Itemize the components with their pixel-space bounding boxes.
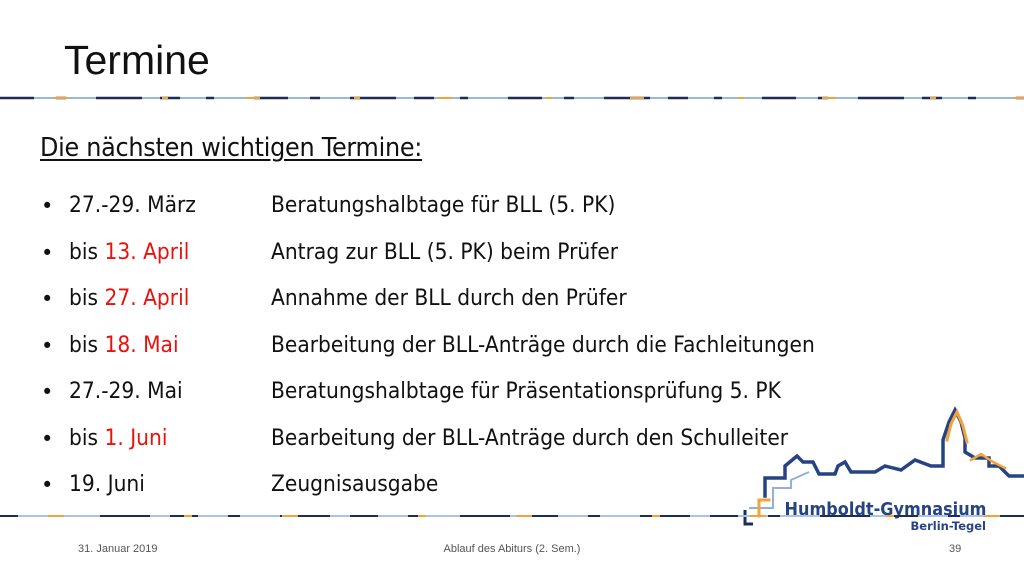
event-date — [69, 333, 179, 359]
event-date — [69, 286, 189, 312]
date-value: 19. Juni — [69, 472, 145, 497]
slide-title: Termine — [64, 37, 210, 83]
date-value: 13. April — [104, 239, 190, 265]
title-divider — [0, 93, 1024, 103]
event-description: Annahme der BLL durch den Prüfer — [271, 286, 627, 311]
event-description: Bearbeitung der BLL-Anträge durch den Schulleiter — [271, 425, 789, 451]
bullet-icon: • — [41, 473, 54, 497]
bullet-icon: • — [41, 287, 54, 311]
date-value: 27.-29. Mai — [69, 379, 183, 404]
event-date — [69, 472, 145, 498]
bullet-icon: • — [41, 333, 54, 358]
event-date — [69, 379, 183, 405]
event-date — [69, 240, 189, 266]
footer-date: 31. Januar 2019 — [78, 543, 158, 555]
date-value: 18. Mai — [104, 332, 179, 358]
date-value: 27.-29. März — [69, 193, 196, 218]
event-description: Beratungshalbtage für BLL (5. PK) — [271, 193, 616, 218]
logo-subtitle: Berlin-Tegel — [910, 519, 986, 533]
bullet-icon: • — [41, 240, 54, 265]
date-prefix: bis — [69, 425, 105, 451]
event-description: Antrag zur BLL (5. PK) beim Prüfer — [271, 239, 619, 265]
date-value: 1. Juni — [104, 425, 168, 451]
date-prefix: bis — [69, 286, 105, 311]
bullet-icon: • — [41, 426, 54, 451]
subheading: Die nächsten wichtigen Termine: — [40, 133, 423, 163]
event-description: Zeugnisausgabe — [271, 472, 439, 497]
footer-divider — [0, 513, 1024, 519]
page-number: 39 — [949, 543, 962, 555]
event-description: Beratungshalbtage für Präsentationsprüfung 5. PK — [271, 379, 781, 404]
bullet-icon: • — [41, 194, 54, 218]
date-value: 27. April — [104, 286, 190, 311]
footer-title: Ablauf des Abiturs (2. Sem.) — [443, 543, 581, 555]
event-date — [69, 193, 196, 219]
bullet-icon: • — [41, 380, 54, 404]
logo-name: Humboldt-Gymnasium — [784, 500, 986, 520]
event-description: Bearbeitung der BLL-Anträge durch die Fachleitungen — [271, 332, 815, 358]
event-date — [69, 426, 167, 452]
date-prefix: bis — [69, 239, 105, 265]
date-prefix: bis — [69, 332, 105, 358]
